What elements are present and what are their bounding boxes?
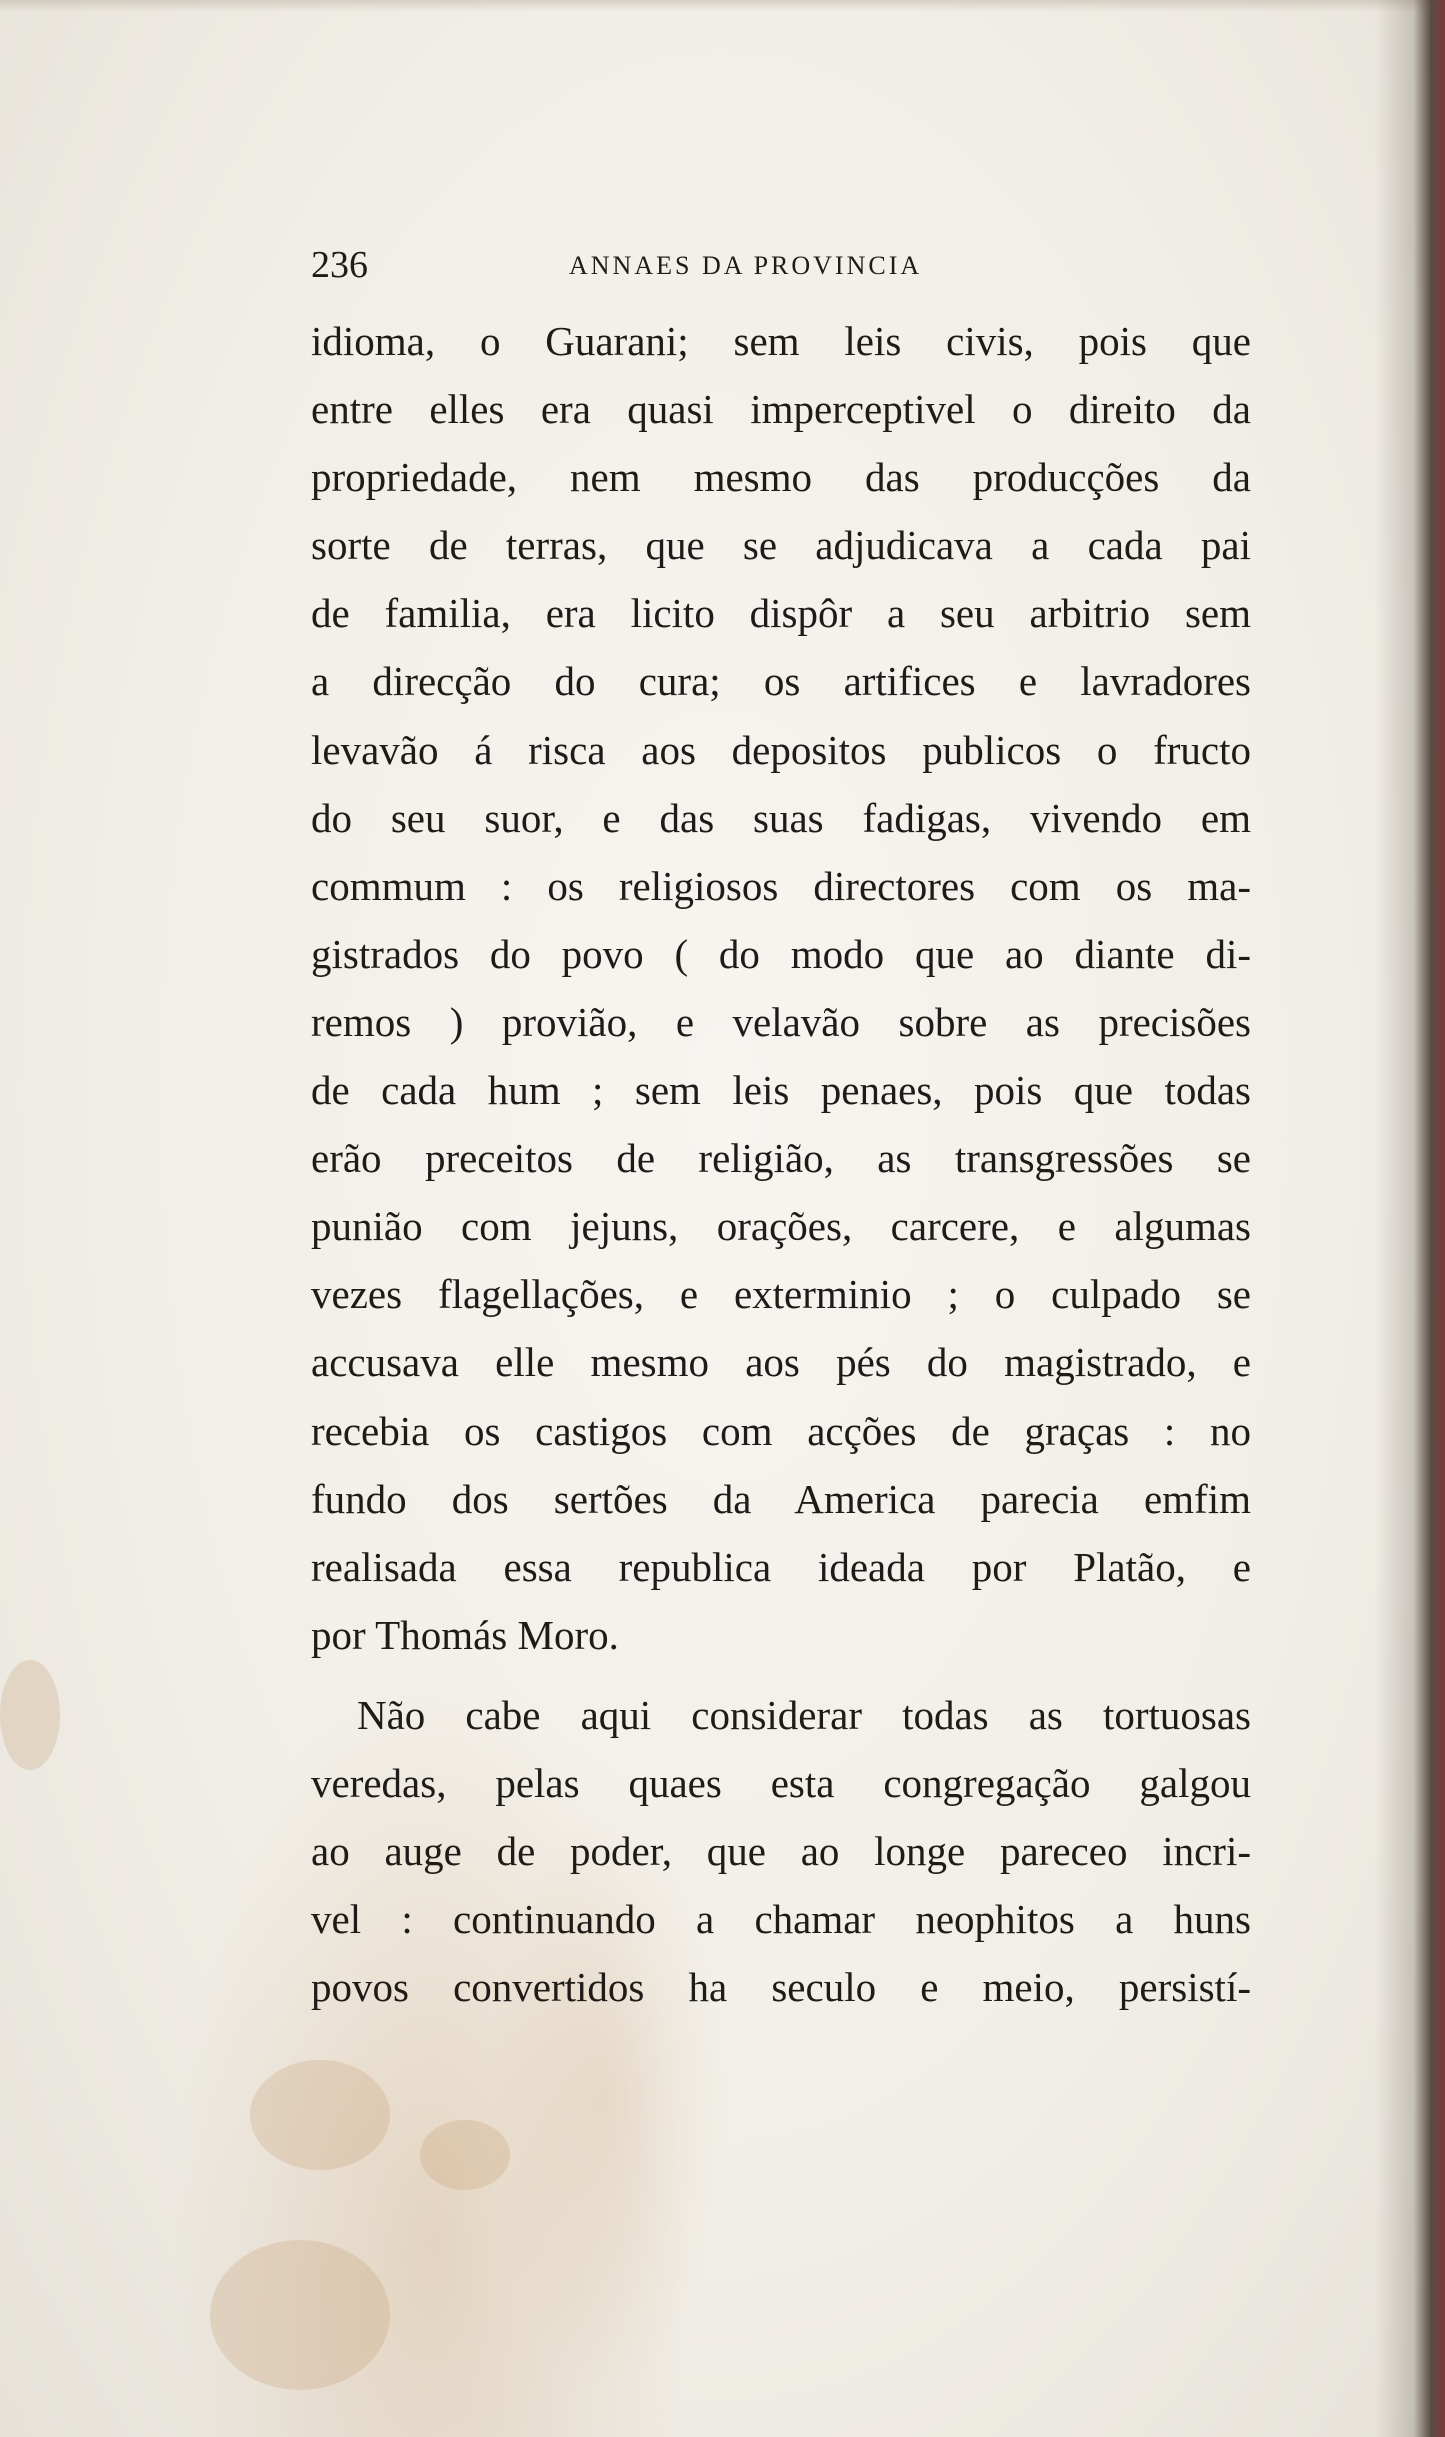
paragraph-1 <box>311 307 1251 1669</box>
text-line: veredas, pelas quaes esta congregação galgou <box>311 1759 1251 1806</box>
running-title: ANNAES DA PROVINCIA <box>569 251 923 280</box>
text-line: sorte de terras, que se adjudicava a cada pai <box>311 522 1251 569</box>
foxing-stain <box>0 1660 60 1770</box>
text-line: ao auge de poder, que ao longe pareceo incri- <box>311 1828 1251 1875</box>
text-line: propriedade, nem mesmo das producções da <box>311 454 1251 501</box>
body-text <box>311 307 1251 2021</box>
text-line: de familia, era licito dispôr a seu arbitrio sem <box>311 590 1251 637</box>
page-binding-edge <box>1375 0 1445 2437</box>
text-line: do seu suor, e das suas fadigas, vivendo em <box>311 794 1251 841</box>
text-line: gistrados do povo ( do modo que ao diante di- <box>311 930 1251 977</box>
text-line: erão preceitos de religião, as transgressões se <box>311 1135 1251 1182</box>
paragraph-2 <box>311 1681 1251 2021</box>
text-line: punião com jejuns, orações, carcere, e algumas <box>311 1203 1251 1250</box>
foxing-stain <box>250 2060 390 2170</box>
text-line: entre elles era quasi imperceptivel o direito da <box>311 386 1251 433</box>
text-line: remos ) provião, e velavão sobre as precisões <box>311 998 1251 1045</box>
text-line: commum : os religiosos directores com os ma- <box>311 862 1251 909</box>
text-line: recebia os castigos com acções de graças : no <box>311 1407 1251 1454</box>
text-line: vezes flagellações, e exterminio ; o culpado se <box>311 1271 1251 1318</box>
text-line: fundo dos sertões da America parecia emfim <box>311 1475 1251 1522</box>
text-line: povos convertidos ha seculo e meio, persistí- <box>311 1964 1251 2011</box>
text-line: por Thomás Moro. <box>311 1611 619 1658</box>
running-head <box>311 240 1251 290</box>
text-line: vel : continuando a chamar neophitos a huns <box>311 1896 1251 1943</box>
text-line: accusava elle mesmo aos pés do magistrado, e <box>311 1339 1251 1386</box>
paragraph-gap <box>311 1669 1251 1681</box>
text-line: a direcção do cura; os artifices e lavradores <box>311 658 1251 705</box>
text-line: idioma, o Guarani; sem leis civis, pois que <box>311 318 1251 364</box>
text-line: levavão á risca aos depositos publicos o fructo <box>311 726 1251 773</box>
text-line: Não cabe aqui considerar todas as tortuosas <box>357 1691 1251 1738</box>
foxing-stain <box>420 2120 510 2190</box>
page-top-edge <box>0 0 1445 12</box>
page-number: 236 <box>311 244 368 286</box>
text-line: de cada hum ; sem leis penaes, pois que todas <box>311 1067 1251 1114</box>
foxing-stain <box>210 2240 390 2390</box>
text-line: realisada essa republica ideada por Platão, e <box>311 1543 1251 1590</box>
